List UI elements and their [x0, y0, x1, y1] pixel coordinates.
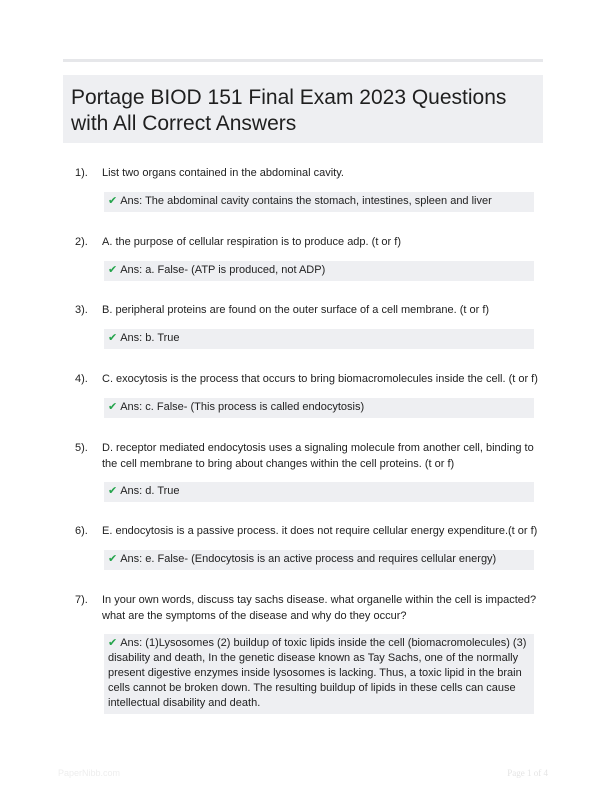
answer-box [104, 398, 534, 418]
question-number: 1). [75, 167, 88, 179]
question-text: D. receptor mediated endocytosis uses a signaling molecule from another cell, binding to the cell membrane to bring about changes within the cell proteins. (t or f) [102, 442, 534, 470]
answer-box [104, 192, 534, 212]
answer-text: Ans: d. True [120, 485, 180, 497]
question-item [63, 372, 543, 418]
answer-box [104, 634, 534, 714]
check-icon: ✔ [108, 263, 118, 276]
question-text: A. the purpose of cellular respiration is to produce adp. (t or f) [102, 236, 401, 248]
question-text: List two organs contained in the abdominal cavity. [102, 167, 344, 179]
check-icon: ✔ [108, 194, 118, 207]
page-title: Portage BIOD 151 Final Exam 2023 Questions with All Correct Answers [71, 86, 507, 135]
question-text: In your own words, discuss tay sachs disease. what organelle within the cell is impacted? what are the symptoms of the disease and why do they occur? [102, 594, 537, 622]
question-number: 6). [75, 525, 88, 537]
answer-text: Ans: a. False- (ATP is produced, not ADP) [120, 263, 326, 276]
question-number: 2). [75, 236, 88, 248]
title-banner [63, 75, 543, 143]
check-icon: ✔ [108, 331, 118, 344]
answer-box [104, 482, 534, 502]
top-divider [63, 59, 543, 62]
footer-site: PaperNibb.com [58, 768, 121, 778]
question-number: 7). [75, 594, 88, 606]
answer-text: Ans: (1)Lysosomes (2) buildup of toxic lipids inside the cell (biomacromolecules) (3) disability and death, In the genetic disease known as Tay Sachs, one of the normally present digestive enzymes inside lysosomes is lacking. Thus, a toxic lipid in the brain cells cannot be broken down. The resulting buildup of lipids in these cells can cause intellectual disability and death. [108, 637, 527, 709]
answer-box [104, 550, 534, 570]
question-item [63, 593, 543, 714]
question-item [63, 441, 543, 502]
question-item [63, 235, 543, 281]
check-icon: ✔ [108, 552, 118, 565]
check-icon: ✔ [108, 637, 118, 649]
question-text: E. endocytosis is a passive process. it does not require cellular energy expenditure.(t or f) [102, 525, 538, 537]
answer-text: Ans: c. False- (This process is called endocytosis) [120, 400, 365, 413]
check-icon: ✔ [108, 485, 118, 497]
question-number: 5). [75, 442, 88, 454]
question-item [63, 166, 543, 212]
answer-box [104, 261, 534, 281]
check-icon: ✔ [108, 400, 118, 413]
footer-page-number: Page 1 of 4 [507, 768, 548, 778]
answer-text: Ans: The abdominal cavity contains the stomach, intestines, spleen and liver [120, 194, 492, 207]
question-text: C. exocytosis is the process that occurs to bring biomacromolecules inside the cell. (t or f) [102, 373, 538, 385]
answer-text: Ans: e. False- (Endocytosis is an active process and requires cellular energy) [120, 552, 497, 565]
answer-box [104, 329, 534, 349]
answer-text: Ans: b. True [120, 331, 180, 344]
question-text: B. peripheral proteins are found on the outer surface of a cell membrane. (t or f) [102, 304, 490, 316]
question-number: 4). [75, 373, 88, 385]
question-number: 3). [75, 304, 88, 316]
question-item [63, 303, 543, 349]
question-item [63, 524, 543, 570]
